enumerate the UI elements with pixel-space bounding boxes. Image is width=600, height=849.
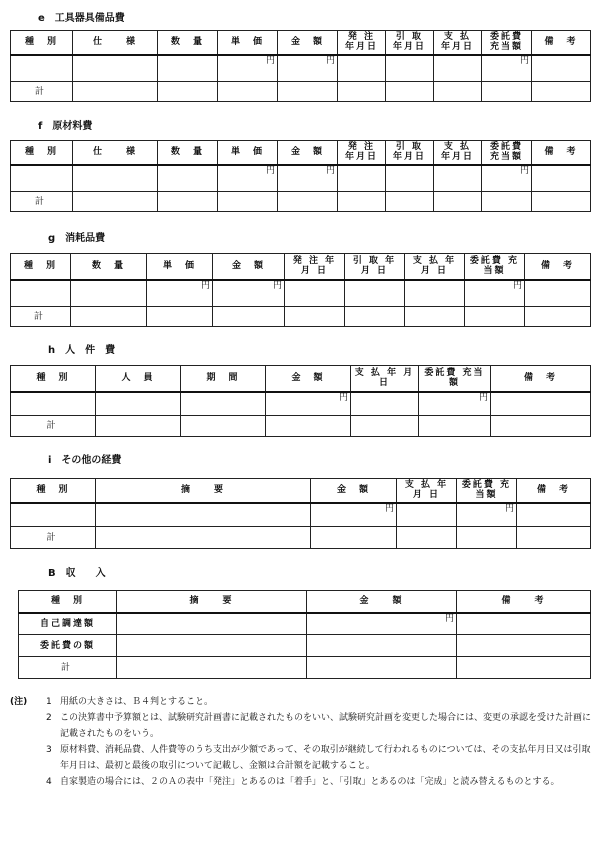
col-header: 種 別 [11, 366, 96, 392]
note-text: 自家製造の場合には、２のＡの表中「発注」とあるのは「着手」と、「引取」とあるのは「完成」と読み替えるものとする。 [60, 777, 560, 787]
total-label: 計 [11, 82, 73, 102]
table-row [11, 165, 591, 192]
total-label: 計 [11, 192, 73, 212]
note-item [10, 694, 595, 710]
personnel-table [10, 365, 591, 437]
col-header: 種 別 [11, 141, 73, 165]
yen-unit: 円 [218, 165, 278, 192]
col-header: 支 払 年 月 日 [397, 479, 457, 503]
total-label: 計 [11, 527, 96, 549]
yen-unit: 円 [482, 165, 532, 192]
notes-mark: (注) [10, 697, 28, 707]
table-header-row [11, 254, 591, 280]
section-title-h: h 人 件 費 [48, 345, 116, 356]
col-header: 支 払 年 月 日 [351, 366, 419, 392]
yen-unit: 円 [266, 392, 351, 416]
table-header-row [11, 366, 591, 392]
total-row [11, 527, 591, 549]
total-row [11, 192, 591, 212]
col-header: 備 考 [491, 366, 591, 392]
col-header: 単 価 [218, 141, 278, 165]
yen-unit: 円 [457, 503, 517, 527]
col-header: 種 別 [11, 31, 73, 55]
note-item [10, 742, 595, 774]
note-item [10, 774, 595, 790]
col-header: 仕 様 [73, 141, 158, 165]
col-header: 数 量 [158, 141, 218, 165]
col-header: 金 額 [278, 31, 338, 55]
total-row [11, 82, 591, 102]
col-header: 金 額 [213, 254, 285, 280]
yen-unit: 円 [482, 55, 532, 82]
col-header: 委託費 充当額 [482, 31, 532, 55]
yen-unit: 円 [307, 613, 457, 635]
col-header: 備 考 [457, 591, 591, 613]
equipment-table [10, 30, 591, 102]
col-header: 委託費 充当額 [457, 479, 517, 503]
col-header: 備 考 [525, 254, 591, 280]
col-header: 支 払 年月日 [434, 31, 482, 55]
table-row [19, 613, 591, 635]
col-header: 委託費 充当額 [482, 141, 532, 165]
yen-unit: 円 [419, 392, 491, 416]
table-header-row [11, 31, 591, 55]
col-header: 種 別 [11, 479, 96, 503]
col-header: 引 取 年月日 [386, 141, 434, 165]
yen-unit: 円 [278, 165, 338, 192]
total-label: 計 [11, 307, 71, 327]
col-header: 金 額 [278, 141, 338, 165]
section-title-e: e 工具器具備品費 [38, 13, 125, 24]
col-header: 数 量 [71, 254, 147, 280]
table-header-row [11, 479, 591, 503]
table-header-row [11, 141, 591, 165]
yen-unit: 円 [278, 55, 338, 82]
yen-unit: 円 [147, 280, 213, 307]
table-header-row [19, 591, 591, 613]
col-header: 備 考 [532, 141, 591, 165]
col-header: 種 別 [19, 591, 117, 613]
total-row [11, 307, 591, 327]
section-title-f: f 原材料費 [38, 121, 93, 132]
col-header: 金 額 [307, 591, 457, 613]
total-label: 計 [19, 657, 117, 679]
col-header: 発 注 年 月 日 [285, 254, 345, 280]
col-header: 単 価 [218, 31, 278, 55]
col-header: 支 払 年月日 [434, 141, 482, 165]
note-number: 2 [46, 713, 52, 723]
table-row [11, 280, 591, 307]
notes-block [10, 694, 595, 790]
col-header: 発 注 年月日 [338, 141, 386, 165]
col-header: 金 額 [266, 366, 351, 392]
note-text: この決算書中予算額とは、試験研究計画書に記載されたものをいい、試験研究計画を変更した場合には、変更の承認を受けた計画に記載されたものをいう。 [60, 713, 592, 739]
table-row [19, 635, 591, 657]
col-header: 期 間 [181, 366, 266, 392]
total-label: 計 [11, 416, 96, 437]
col-header: 発 注 年月日 [338, 31, 386, 55]
col-header: 人 員 [96, 366, 181, 392]
col-header: 摘 要 [117, 591, 307, 613]
section-title-g: g 消耗品費 [48, 233, 106, 244]
total-row [11, 416, 591, 437]
income-table [18, 590, 591, 679]
yen-unit: 円 [218, 55, 278, 82]
col-header: 単 価 [147, 254, 213, 280]
col-header: 備 考 [532, 31, 591, 55]
note-number: 4 [46, 777, 52, 787]
yen-unit: 円 [311, 503, 397, 527]
total-row [19, 657, 591, 679]
col-header: 備 考 [517, 479, 591, 503]
col-header: 種 別 [11, 254, 71, 280]
col-header: 支 払 年 月 日 [405, 254, 465, 280]
section-title-B: B 収 入 [48, 568, 106, 579]
col-header: 金 額 [311, 479, 397, 503]
consumables-table [10, 253, 591, 327]
materials-table [10, 140, 591, 212]
col-header: 数 量 [158, 31, 218, 55]
other-expenses-table [10, 478, 591, 549]
note-text: 用紙の大きさは、Ｂ４判とすること。 [60, 697, 214, 707]
col-header: 委託費 充当額 [419, 366, 491, 392]
yen-unit: 円 [465, 280, 525, 307]
col-header: 委託費 充当額 [465, 254, 525, 280]
col-header: 引 取 年月日 [386, 31, 434, 55]
note-text: 原材料費、消耗品費、人件費等のうち支出が少額であって、その取引が継続して行われるものについては、その支払年月日又は引取年月日は、最初と最後の取引について記載し、金額は合計額を記載すること。 [60, 745, 591, 771]
col-header: 仕 様 [73, 31, 158, 55]
col-header: 引 取 年 月 日 [345, 254, 405, 280]
yen-unit: 円 [213, 280, 285, 307]
col-header: 摘 要 [96, 479, 311, 503]
note-item [10, 710, 595, 742]
table-row [11, 55, 591, 82]
table-row [11, 392, 591, 416]
note-number: 1 [46, 697, 52, 707]
table-row [11, 503, 591, 527]
note-number: 3 [46, 745, 52, 755]
row-label-commission: 委託費の額 [19, 635, 117, 657]
row-label-self-funded: 自己調達額 [19, 613, 117, 635]
section-title-i: i その他の経費 [48, 455, 122, 466]
